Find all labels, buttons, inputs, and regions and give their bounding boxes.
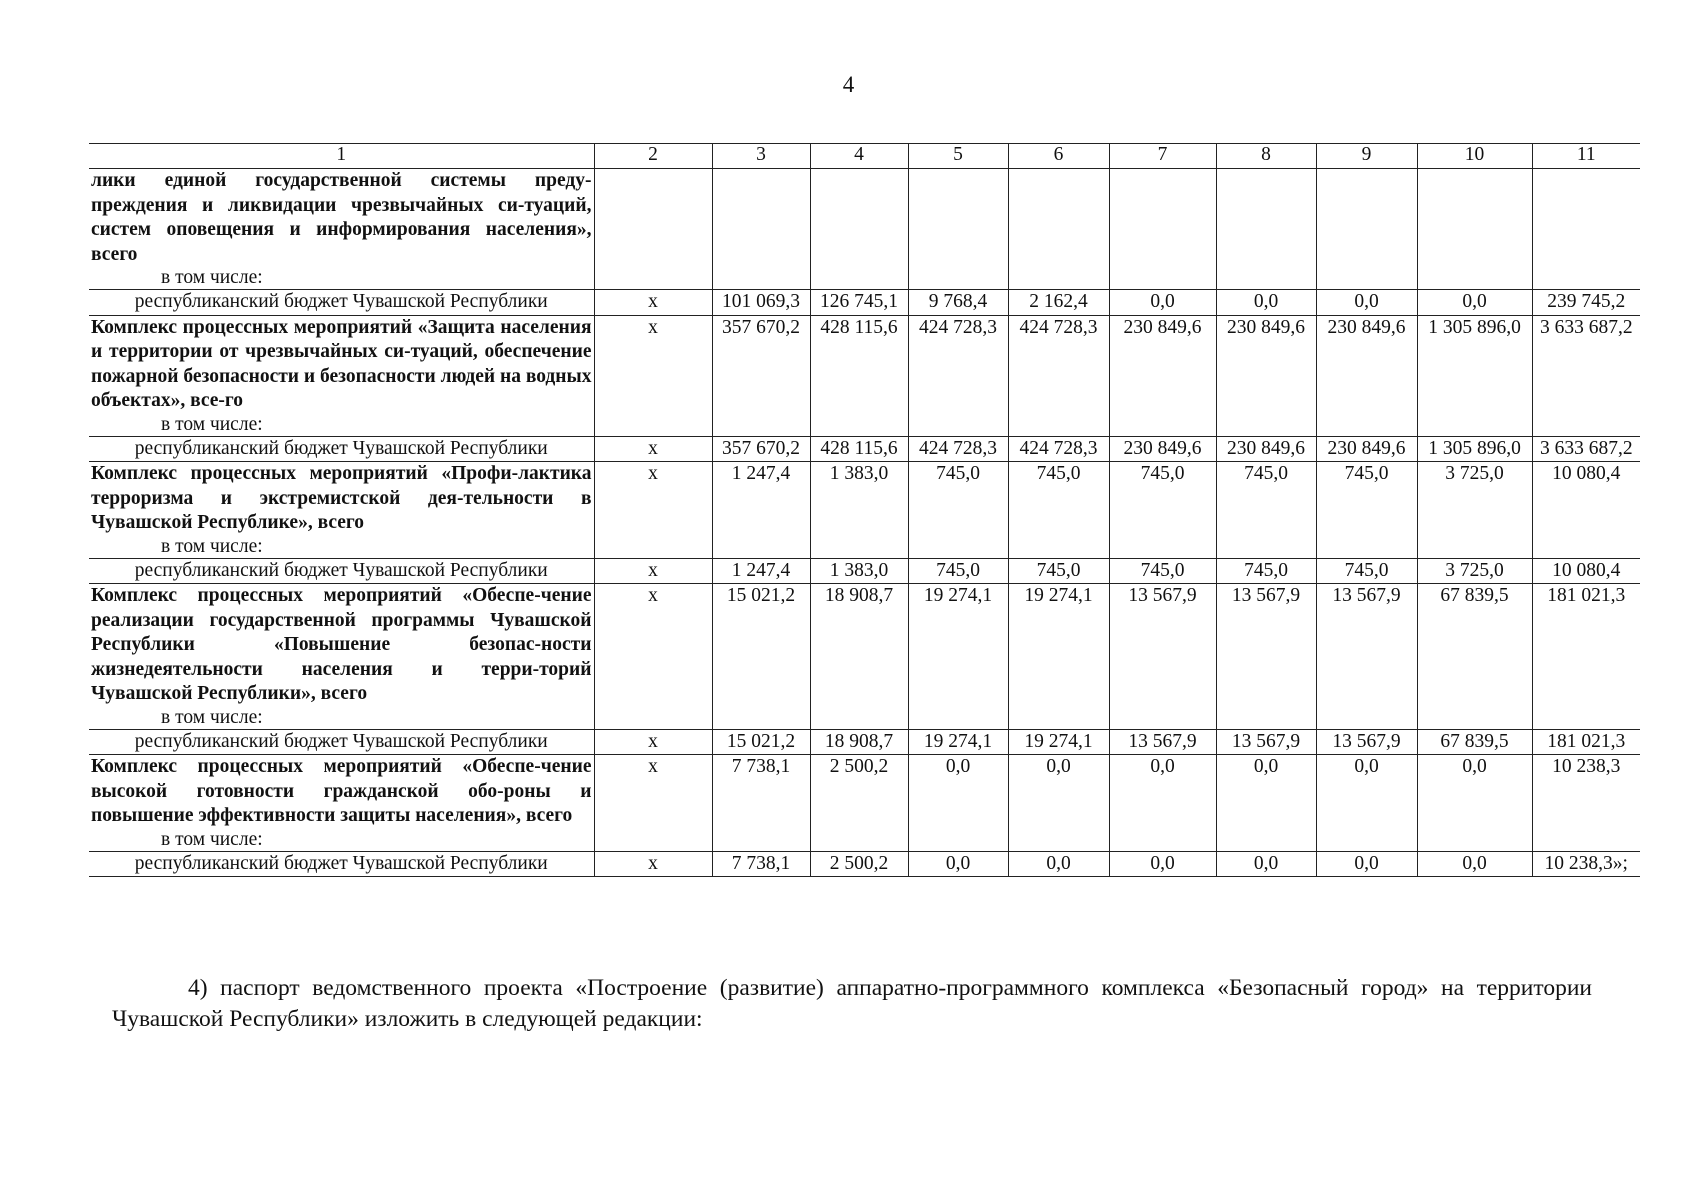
funding-source-cell: республиканский бюджет Чувашской Республики	[89, 436, 594, 462]
value-cell: 1 305 896,0	[1417, 315, 1532, 436]
program-name-cell	[89, 584, 594, 730]
value-cell: 18 908,7	[810, 729, 908, 755]
value-cell: 230 849,6	[1316, 315, 1417, 436]
value-cell	[1109, 169, 1216, 290]
value-cell: 0,0	[1316, 755, 1417, 852]
marker-cell: x	[594, 729, 712, 755]
value-cell	[908, 169, 1008, 290]
including-label: в том числе:	[161, 706, 263, 728]
value-cell: 0,0	[1417, 755, 1532, 852]
value-cell: 10 080,4	[1532, 558, 1640, 584]
table-row-source	[89, 290, 1640, 316]
value-cell	[1316, 169, 1417, 290]
value-cell: 15 021,2	[712, 584, 810, 730]
marker-cell: x	[594, 851, 712, 877]
value-cell: 1 247,4	[712, 462, 810, 559]
marker-cell: x	[594, 315, 712, 436]
program-title: Комплекс процессных мероприятий «Профи-лактика терроризма и экстремистской дея-тельности в Чувашской Республике», всего	[91, 463, 592, 533]
body-paragraph: 4) паспорт ведомственного проекта «Построение (развитие) аппаратно-программного комплекса «Безопасный город» на территории Чувашской Республики» изложить в следующей редакции:	[112, 975, 1592, 1032]
program-name-cell	[89, 755, 594, 852]
program-title: лики единой государственной системы преду-преждения и ликвидации чрезвычайных си-туаций, систем оповещения и информирования населения», всего	[91, 170, 592, 265]
value-cell: 13 567,9	[1316, 729, 1417, 755]
value-cell: 3 633 687,2	[1532, 315, 1640, 436]
value-cell: 0,0	[1417, 290, 1532, 316]
column-header: 3	[712, 144, 810, 169]
value-cell: 126 745,1	[810, 290, 908, 316]
value-cell: 424 728,3	[1008, 315, 1109, 436]
program-name-cell	[89, 315, 594, 436]
value-cell: 0,0	[1008, 755, 1109, 852]
column-header: 1	[89, 144, 594, 169]
value-cell: 1 305 896,0	[1417, 436, 1532, 462]
value-cell: 10 238,3	[1532, 755, 1640, 852]
value-cell: 19 274,1	[908, 729, 1008, 755]
marker-cell	[594, 169, 712, 290]
table-header-row	[89, 144, 1640, 169]
value-cell: 67 839,5	[1417, 584, 1532, 730]
value-cell	[1216, 169, 1316, 290]
value-cell	[1417, 169, 1532, 290]
value-cell: 10 238,3»;	[1532, 851, 1640, 877]
value-cell	[810, 169, 908, 290]
value-cell: 0,0	[1109, 755, 1216, 852]
value-cell: 745,0	[1109, 558, 1216, 584]
value-cell: 7 738,1	[712, 851, 810, 877]
value-cell: 424 728,3	[908, 315, 1008, 436]
column-header: 4	[810, 144, 908, 169]
value-cell: 0,0	[1417, 851, 1532, 877]
funding-source-cell: республиканский бюджет Чувашской Республики	[89, 290, 594, 316]
value-cell: 13 567,9	[1216, 584, 1316, 730]
funding-source-cell: республиканский бюджет Чувашской Республики	[89, 851, 594, 877]
value-cell: 9 768,4	[908, 290, 1008, 316]
value-cell: 101 069,3	[712, 290, 810, 316]
column-header: 8	[1216, 144, 1316, 169]
value-cell: 428 115,6	[810, 315, 908, 436]
program-name-cell	[89, 462, 594, 559]
value-cell: 19 274,1	[1008, 584, 1109, 730]
value-cell: 745,0	[1008, 462, 1109, 559]
program-title: Комплекс процессных мероприятий «Обеспе-чение реализации государственной программы Чувашской Республики «Повышение безопас-ности жизнедеятельности населения и терри-торий Чувашской Республики», всего	[91, 585, 592, 704]
value-cell: 2 500,2	[810, 851, 908, 877]
budget-table	[89, 143, 1640, 877]
value-cell: 745,0	[1008, 558, 1109, 584]
value-cell: 745,0	[908, 558, 1008, 584]
table-row-source	[89, 851, 1640, 877]
including-label: в том числе:	[161, 828, 263, 850]
value-cell: 0,0	[908, 851, 1008, 877]
column-header: 9	[1316, 144, 1417, 169]
column-header: 6	[1008, 144, 1109, 169]
page-number: 4	[842, 72, 855, 97]
column-header: 7	[1109, 144, 1216, 169]
value-cell: 3 725,0	[1417, 462, 1532, 559]
value-cell: 357 670,2	[712, 315, 810, 436]
program-name-cell	[89, 169, 594, 290]
value-cell: 19 274,1	[908, 584, 1008, 730]
column-header: 11	[1532, 144, 1640, 169]
marker-cell: x	[594, 436, 712, 462]
program-title: Комплекс процессных мероприятий «Обеспе-чение высокой готовности гражданской обо-роны и повышение эффективности защиты населения», всего	[91, 756, 592, 826]
value-cell: 0,0	[1316, 851, 1417, 877]
value-cell: 424 728,3	[908, 436, 1008, 462]
value-cell: 230 849,6	[1109, 436, 1216, 462]
value-cell: 745,0	[1316, 462, 1417, 559]
value-cell: 2 162,4	[1008, 290, 1109, 316]
value-cell: 181 021,3	[1532, 729, 1640, 755]
marker-cell: x	[594, 462, 712, 559]
value-cell: 13 567,9	[1109, 729, 1216, 755]
value-cell: 2 500,2	[810, 755, 908, 852]
table-row	[89, 169, 1640, 290]
table-row	[89, 584, 1640, 730]
value-cell: 745,0	[1316, 558, 1417, 584]
value-cell: 230 849,6	[1109, 315, 1216, 436]
value-cell: 0,0	[1316, 290, 1417, 316]
table-row-source	[89, 436, 1640, 462]
value-cell: 3 633 687,2	[1532, 436, 1640, 462]
program-title: Комплекс процессных мероприятий «Защита населения и территории от чрезвычайных си-туаций, обеспечение пожарной безопасности и безопасности людей на водных объектах», все-го	[91, 316, 592, 411]
funding-source-cell: республиканский бюджет Чувашской Республики	[89, 729, 594, 755]
table-row-source	[89, 729, 1640, 755]
value-cell: 0,0	[1109, 851, 1216, 877]
column-header: 2	[594, 144, 712, 169]
value-cell: 0,0	[1008, 851, 1109, 877]
including-label: в том числе:	[161, 267, 263, 288]
value-cell: 230 849,6	[1316, 436, 1417, 462]
value-cell: 181 021,3	[1532, 584, 1640, 730]
value-cell: 239 745,2	[1532, 290, 1640, 316]
table-row-source	[89, 558, 1640, 584]
value-cell: 67 839,5	[1417, 729, 1532, 755]
value-cell: 1 247,4	[712, 558, 810, 584]
marker-cell: x	[594, 584, 712, 730]
table-row	[89, 755, 1640, 852]
table-row	[89, 315, 1640, 436]
column-header: 5	[908, 144, 1008, 169]
value-cell: 13 567,9	[1316, 584, 1417, 730]
value-cell: 0,0	[1216, 290, 1316, 316]
value-cell: 357 670,2	[712, 436, 810, 462]
value-cell: 745,0	[1109, 462, 1216, 559]
marker-cell: x	[594, 290, 712, 316]
value-cell: 10 080,4	[1532, 462, 1640, 559]
value-cell: 745,0	[908, 462, 1008, 559]
value-cell: 0,0	[1216, 851, 1316, 877]
value-cell: 18 908,7	[810, 584, 908, 730]
value-cell: 230 849,6	[1216, 315, 1316, 436]
value-cell: 13 567,9	[1216, 729, 1316, 755]
value-cell: 1 383,0	[810, 462, 908, 559]
value-cell: 1 383,0	[810, 558, 908, 584]
value-cell: 15 021,2	[712, 729, 810, 755]
table-body	[89, 169, 1640, 877]
value-cell	[1532, 169, 1640, 290]
value-cell: 19 274,1	[1008, 729, 1109, 755]
column-header: 10	[1417, 144, 1532, 169]
value-cell	[712, 169, 810, 290]
value-cell	[1008, 169, 1109, 290]
funding-source-cell: республиканский бюджет Чувашской Республики	[89, 558, 594, 584]
value-cell: 3 725,0	[1417, 558, 1532, 584]
value-cell: 230 849,6	[1216, 436, 1316, 462]
marker-cell: x	[594, 558, 712, 584]
value-cell: 424 728,3	[1008, 436, 1109, 462]
value-cell: 7 738,1	[712, 755, 810, 852]
value-cell: 745,0	[1216, 462, 1316, 559]
value-cell: 745,0	[1216, 558, 1316, 584]
value-cell: 13 567,9	[1109, 584, 1216, 730]
including-label: в том числе:	[161, 413, 263, 435]
including-label: в том числе:	[161, 535, 263, 557]
value-cell: 0,0	[1109, 290, 1216, 316]
value-cell: 0,0	[908, 755, 1008, 852]
value-cell: 428 115,6	[810, 436, 908, 462]
marker-cell: x	[594, 755, 712, 852]
table-row	[89, 462, 1640, 559]
value-cell: 0,0	[1216, 755, 1316, 852]
